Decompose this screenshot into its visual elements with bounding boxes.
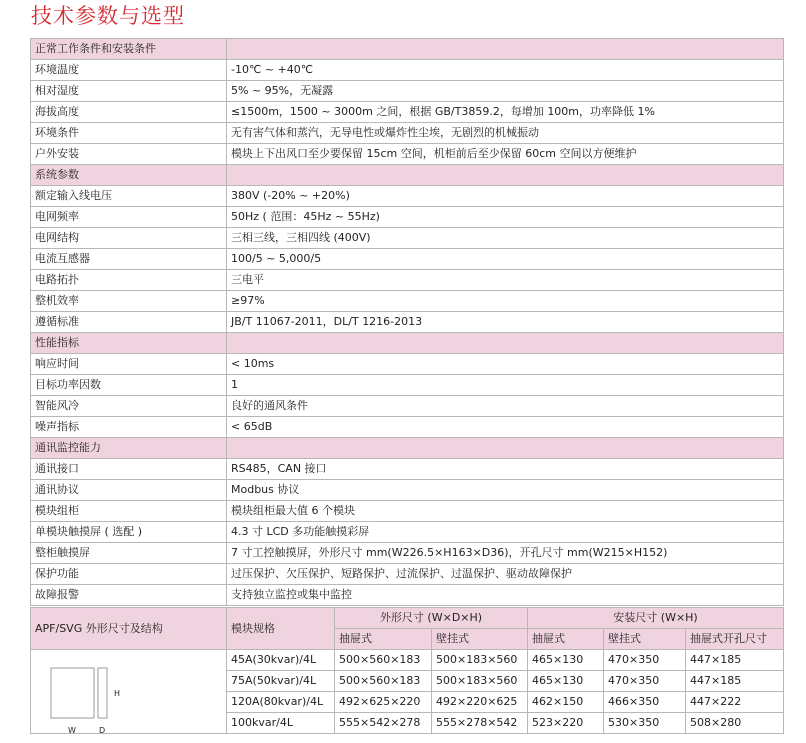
spec-label: 单模块触摸屏 ( 选配 ) [31,522,227,543]
spec-value: JB/T 11067-2011，DL/T 1216-2013 [227,312,784,333]
wall-size-cell: 492×220×625 [432,692,528,713]
spec-value: 4.3 寸 LCD 多功能触摸彩屏 [227,522,784,543]
spec-row [31,60,784,81]
spec-row [31,102,784,123]
spec-row [31,543,784,564]
spec-label: 通讯协议 [31,480,227,501]
install-wall-cell: 470×350 [604,650,686,671]
spec-row [31,375,784,396]
spec-label: 电网结构 [31,228,227,249]
cabinet-outline-diagram [31,650,227,734]
cabinet-side-view [98,668,107,718]
install-wall-cell: 470×350 [604,671,686,692]
spec-value: 无有害气体和蒸汽，无导电性或爆炸性尘埃，无剧烈的机械振动 [227,123,784,144]
spec-label: 通讯接口 [31,459,227,480]
spec-value: 7 寸工控触摸屏，外形尺寸 mm(W226.5×H163×D36)，开孔尺寸 mm(W215×H152) [227,543,784,564]
install-wall-cell: 466×350 [604,692,686,713]
wall-size-cell: 500×183×560 [432,671,528,692]
spec-value: 模块上下出风口至少要保留 15cm 空间，机柜前后至少保留 60cm 空间以方便维护 [227,144,784,165]
cabinet-front-view [51,668,94,718]
spec-row [31,270,784,291]
model-cell: 75A(50kvar)/4L [227,671,335,692]
spec-section-row [31,438,784,459]
spec-value: 支持独立监控或集中监控 [227,585,784,606]
spec-label: 户外安装 [31,144,227,165]
spec-label: 智能风冷 [31,396,227,417]
spec-value: -10℃ ~ +40℃ [227,60,784,81]
spec-label: 目标功率因数 [31,375,227,396]
spec-value: 100/5 ~ 5,000/5 [227,249,784,270]
spec-label: 电流互感器 [31,249,227,270]
install-drawer-cell: 465×130 [528,650,604,671]
spec-value: 三相三线，三相四线 (400V) [227,228,784,249]
spec-value: < 10ms [227,354,784,375]
spec-label: 遵循标准 [31,312,227,333]
dimension-row [31,650,784,671]
spec-row [31,186,784,207]
dimension-table [30,607,784,734]
install-drawer-cell: 523×220 [528,713,604,734]
drawer-size-cell: 500×560×183 [335,671,432,692]
cutout-cell: 447×222 [686,692,784,713]
spec-section-filler [227,39,784,60]
spec-row [31,501,784,522]
spec-value: RS485，CAN 接口 [227,459,784,480]
wall-size-cell: 500×183×560 [432,650,528,671]
spec-label: 环境温度 [31,60,227,81]
subheader-install-drawer: 抽屉式 [528,629,604,650]
spec-label: 环境条件 [31,123,227,144]
spec-section-filler [227,438,784,459]
spec-section-title: 正常工作条件和安装条件 [31,39,227,60]
wall-size-cell: 555×278×542 [432,713,528,734]
spec-label: 海拔高度 [31,102,227,123]
height-label: H [114,689,121,698]
drawer-size-cell: 555×542×278 [335,713,432,734]
spec-section-title: 系统参数 [31,165,227,186]
subheader-install-wall: 壁挂式 [604,629,686,650]
spec-section-filler [227,165,784,186]
spec-row [31,354,784,375]
spec-value: < 65dB [227,417,784,438]
spec-value: 过压保护、欠压保护、短路保护、过流保护、过温保护、驱动故障保护 [227,564,784,585]
spec-section-title: 性能指标 [31,333,227,354]
width-label: W [68,726,76,735]
spec-value: 良好的通风条件 [227,396,784,417]
spec-label: 相对湿度 [31,81,227,102]
install-size-header: 安装尺寸 (W×H) [528,608,784,629]
spec-label: 电路拓扑 [31,270,227,291]
dimension-section-label: APF/SVG 外形尺寸及结构 [31,608,227,650]
spec-label: 响应时间 [31,354,227,375]
spec-row [31,480,784,501]
subheader-wall: 壁挂式 [432,629,528,650]
model-cell: 45A(30kvar)/4L [227,650,335,671]
spec-row [31,144,784,165]
model-cell: 100kvar/4L [227,713,335,734]
spec-row [31,417,784,438]
spec-value: ≥97% [227,291,784,312]
spec-row [31,396,784,417]
spec-value: 50Hz ( 范围：45Hz ~ 55Hz) [227,207,784,228]
model-header: 模块规格 [227,608,335,650]
cutout-cell: 447×185 [686,671,784,692]
spec-label: 噪声指标 [31,417,227,438]
spec-label: 整机效率 [31,291,227,312]
dimension-header-row [31,608,784,629]
cabinet-diagram-cell [31,650,227,734]
spec-label: 保护功能 [31,564,227,585]
spec-value: 380V (-20% ~ +20%) [227,186,784,207]
spec-row [31,564,784,585]
spec-value: 模块组柜最大值 6 个模块 [227,501,784,522]
spec-section-row [31,165,784,186]
spec-row [31,291,784,312]
spec-section-title: 通讯监控能力 [31,438,227,459]
subheader-drawer: 抽屉式 [335,629,432,650]
install-drawer-cell: 462×150 [528,692,604,713]
spec-row [31,522,784,543]
depth-label: D [99,726,106,735]
install-wall-cell: 530×350 [604,713,686,734]
spec-label: 整柜触摸屏 [31,543,227,564]
spec-section-filler [227,333,784,354]
drawer-size-cell: 492×625×220 [335,692,432,713]
spec-label: 电网频率 [31,207,227,228]
spec-value: 三电平 [227,270,784,291]
spec-value: ≤1500m，1500 ~ 3000m 之间，根据 GB/T3859.2，每增加 100m，功率降低 1% [227,102,784,123]
spec-row [31,228,784,249]
spec-row [31,459,784,480]
spec-row [31,123,784,144]
spec-row [31,585,784,606]
cutout-cell: 447×185 [686,650,784,671]
spec-table [30,38,784,606]
subheader-cutout: 抽屉式开孔尺寸 [686,629,784,650]
drawer-size-cell: 500×560×183 [335,650,432,671]
spec-value: 1 [227,375,784,396]
spec-label: 故障报警 [31,585,227,606]
spec-label: 额定输入线电压 [31,186,227,207]
outer-size-header: 外形尺寸 (W×D×H) [335,608,528,629]
spec-row [31,207,784,228]
page-title: 技术参数与选型 [31,4,185,28]
spec-section-row [31,39,784,60]
spec-value: 5% ~ 95%，无凝露 [227,81,784,102]
model-cell: 120A(80kvar)/4L [227,692,335,713]
spec-row [31,312,784,333]
install-drawer-cell: 465×130 [528,671,604,692]
spec-row [31,81,784,102]
spec-section-row [31,333,784,354]
spec-value: Modbus 协议 [227,480,784,501]
cutout-cell: 508×280 [686,713,784,734]
spec-row [31,249,784,270]
spec-label: 模块组柜 [31,501,227,522]
